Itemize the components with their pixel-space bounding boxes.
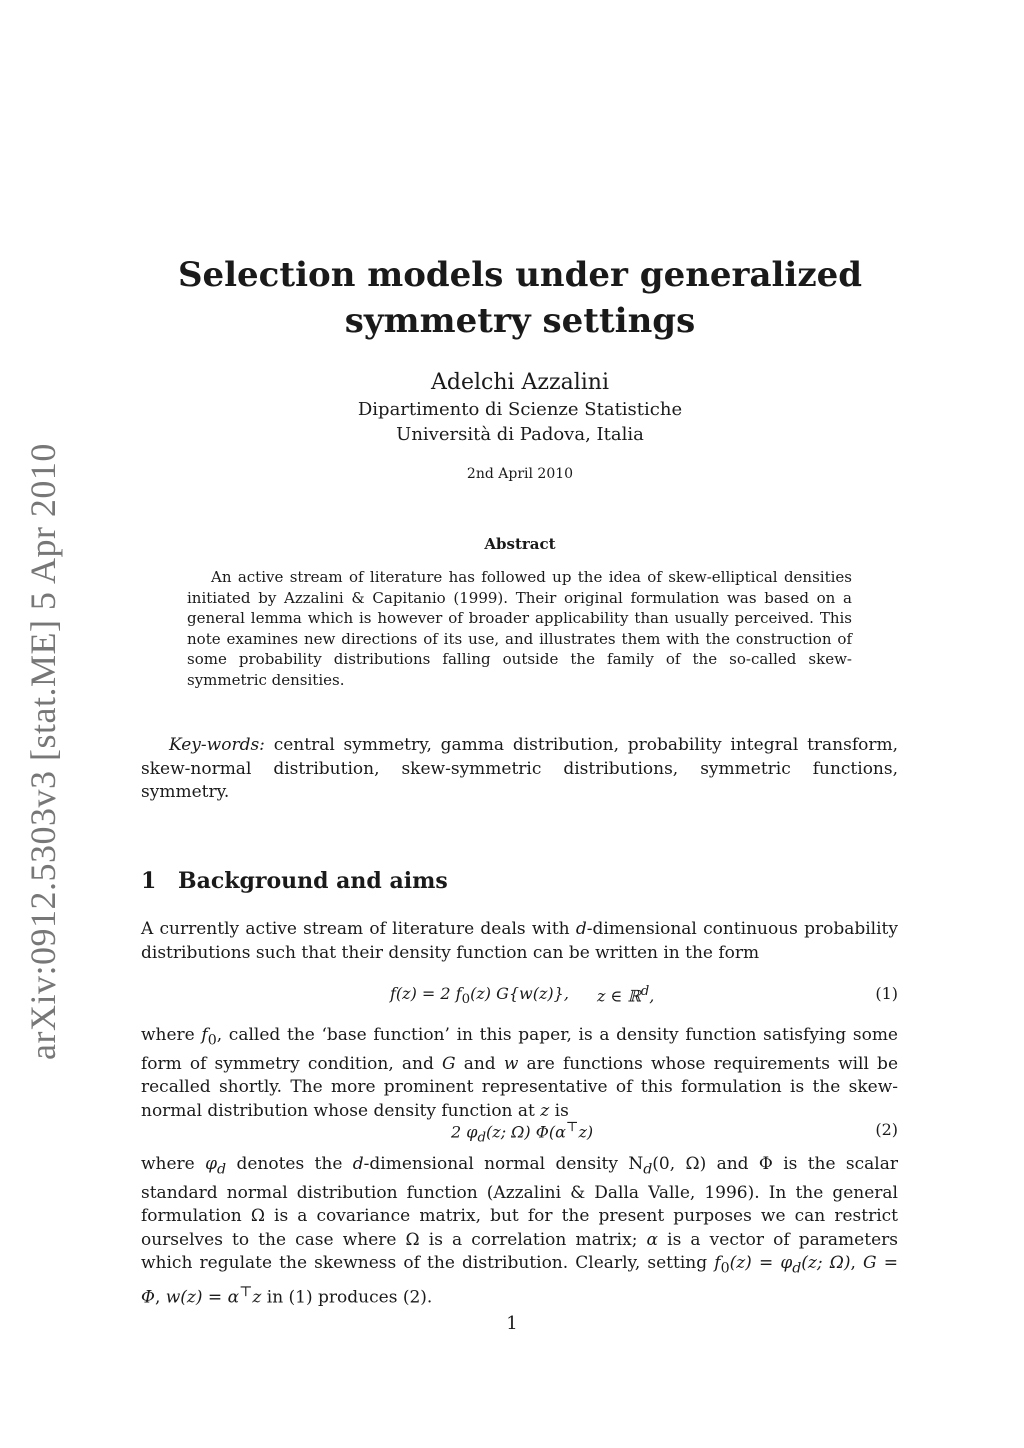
text-run: is [549, 1100, 569, 1121]
math: f(z) = 2 f [390, 984, 462, 1003]
section-number: 1 [141, 868, 157, 894]
math-var: α [646, 1229, 659, 1250]
math-var: w [503, 1053, 519, 1074]
math: (z; Ω) Φ(α [486, 1122, 566, 1142]
math: f [714, 1253, 721, 1274]
math: w(z) = α [165, 1287, 240, 1308]
equation-1-number: (1) [875, 984, 898, 1003]
text-run: , [850, 1253, 864, 1274]
math-var: f [201, 1025, 208, 1045]
page-number: 1 [506, 1313, 518, 1334]
text-run: in (1) produces (2). [261, 1287, 433, 1308]
math-sup: ⊤ [565, 1120, 579, 1135]
paragraph-skew-normal [141, 1153, 898, 1310]
math-var: d [352, 1154, 364, 1174]
math-var: z [540, 1100, 550, 1121]
math-var: d [575, 919, 587, 939]
author-name: Adelchi Azzalini [430, 370, 609, 395]
math-sup: d [640, 984, 650, 999]
math-sub: d [217, 1161, 227, 1178]
text-run: and Φ is the scalar standard normal distribution function (Azzalini & Dalla Valle, 1996). In the general formulation Ω is a covariance matrix, but for the present purposes we can restrict ourselves to the case where Ω is a correlation matrix; [141, 1154, 899, 1250]
title-line-1: Selection models under generalized [177, 255, 863, 295]
math: (z; Ω) [801, 1253, 851, 1274]
math-sub: d [643, 1161, 653, 1178]
math: (0, Ω) [652, 1154, 707, 1174]
text-run: where [141, 1025, 202, 1045]
math: G = Φ [141, 1253, 898, 1308]
math-sub: d [792, 1260, 802, 1277]
keywords-label: Key-words: [169, 735, 265, 755]
publication-date: 2nd April 2010 [466, 466, 574, 482]
section-heading [141, 868, 448, 894]
text-run: A currently active stream of literature deals with [141, 919, 576, 939]
affiliation-university: Università di Padova, Italia [396, 424, 644, 445]
math-sup: ⊤ [239, 1284, 253, 1301]
paper-title [140, 252, 900, 344]
keywords-text: central symmetry, gamma distribution, probability integral transform, skew-normal distribution, skew-symmetric distributions, symmetric functions, symmetry. [141, 735, 899, 802]
math-var: φ [205, 1154, 218, 1174]
keywords-paragraph [141, 734, 898, 805]
math: z ∈ ℝ [597, 986, 641, 1006]
math: (z) = φ [729, 1253, 793, 1274]
abstract-heading: Abstract [484, 535, 556, 553]
math-sub: 0 [207, 1032, 217, 1049]
equation-2-body [451, 1120, 593, 1146]
math: z) [578, 1122, 594, 1142]
text-run: is a vector of parameters which regulate the skewness of the distribution. Clearly, setting [141, 1229, 898, 1274]
math-sub: d [477, 1130, 487, 1146]
arxiv-identifier: arXiv:0912.5303v3 [stat.ME] 5 Apr 2010 [23, 443, 63, 1060]
section-title: Background and aims [178, 868, 448, 894]
equation-1-condition: z ∈ ℝ$^d$, [597, 984, 655, 1006]
text-run: and [455, 1053, 504, 1074]
text-run: , [154, 1287, 166, 1308]
text-run: are functions whose requirements will be recalled shortly. The more prominent representative of this formulation is the skew-normal distribution whose density function at [141, 1053, 899, 1121]
equation-2-number: (2) [875, 1120, 898, 1139]
text-run: -dimensional normal density N [363, 1154, 644, 1174]
title-line-2: symmetry settings [344, 301, 696, 341]
text-run: , called the ‘base function’ in this paper, is a density function satisfying some form of symmetry condition, and [141, 1025, 898, 1074]
equation-1-body [390, 984, 569, 1007]
math-sub: 0 [720, 1260, 730, 1277]
math-var: G [441, 1053, 456, 1074]
text-run: denotes the [226, 1154, 353, 1174]
math: z [252, 1287, 262, 1308]
text-run: -dimensional continuous probability distributions such that their density function can be written in the form [141, 919, 898, 963]
math: (z) G{w(z)}, [470, 984, 569, 1003]
paragraph-intro [141, 918, 898, 965]
affiliation-department: Dipartimento di Scienze Statistiche [357, 399, 683, 420]
text-run: where [141, 1154, 206, 1174]
math-sub: 0 [461, 992, 471, 1008]
paragraph-base-function [141, 1024, 898, 1123]
math: 2 φ [451, 1122, 478, 1142]
abstract-text: An active stream of literature has followed up the idea of skew-elliptical densities initiated by Azzalini & Capitanio (1999). Their original formulation was based on a general lemma which is however of broader applicability than usually perceived. This note examines new directions of its use, and illustrates them with the construction of some probability distributions falling outside the family of the so-called skew-symmetric densities. [187, 568, 852, 689]
